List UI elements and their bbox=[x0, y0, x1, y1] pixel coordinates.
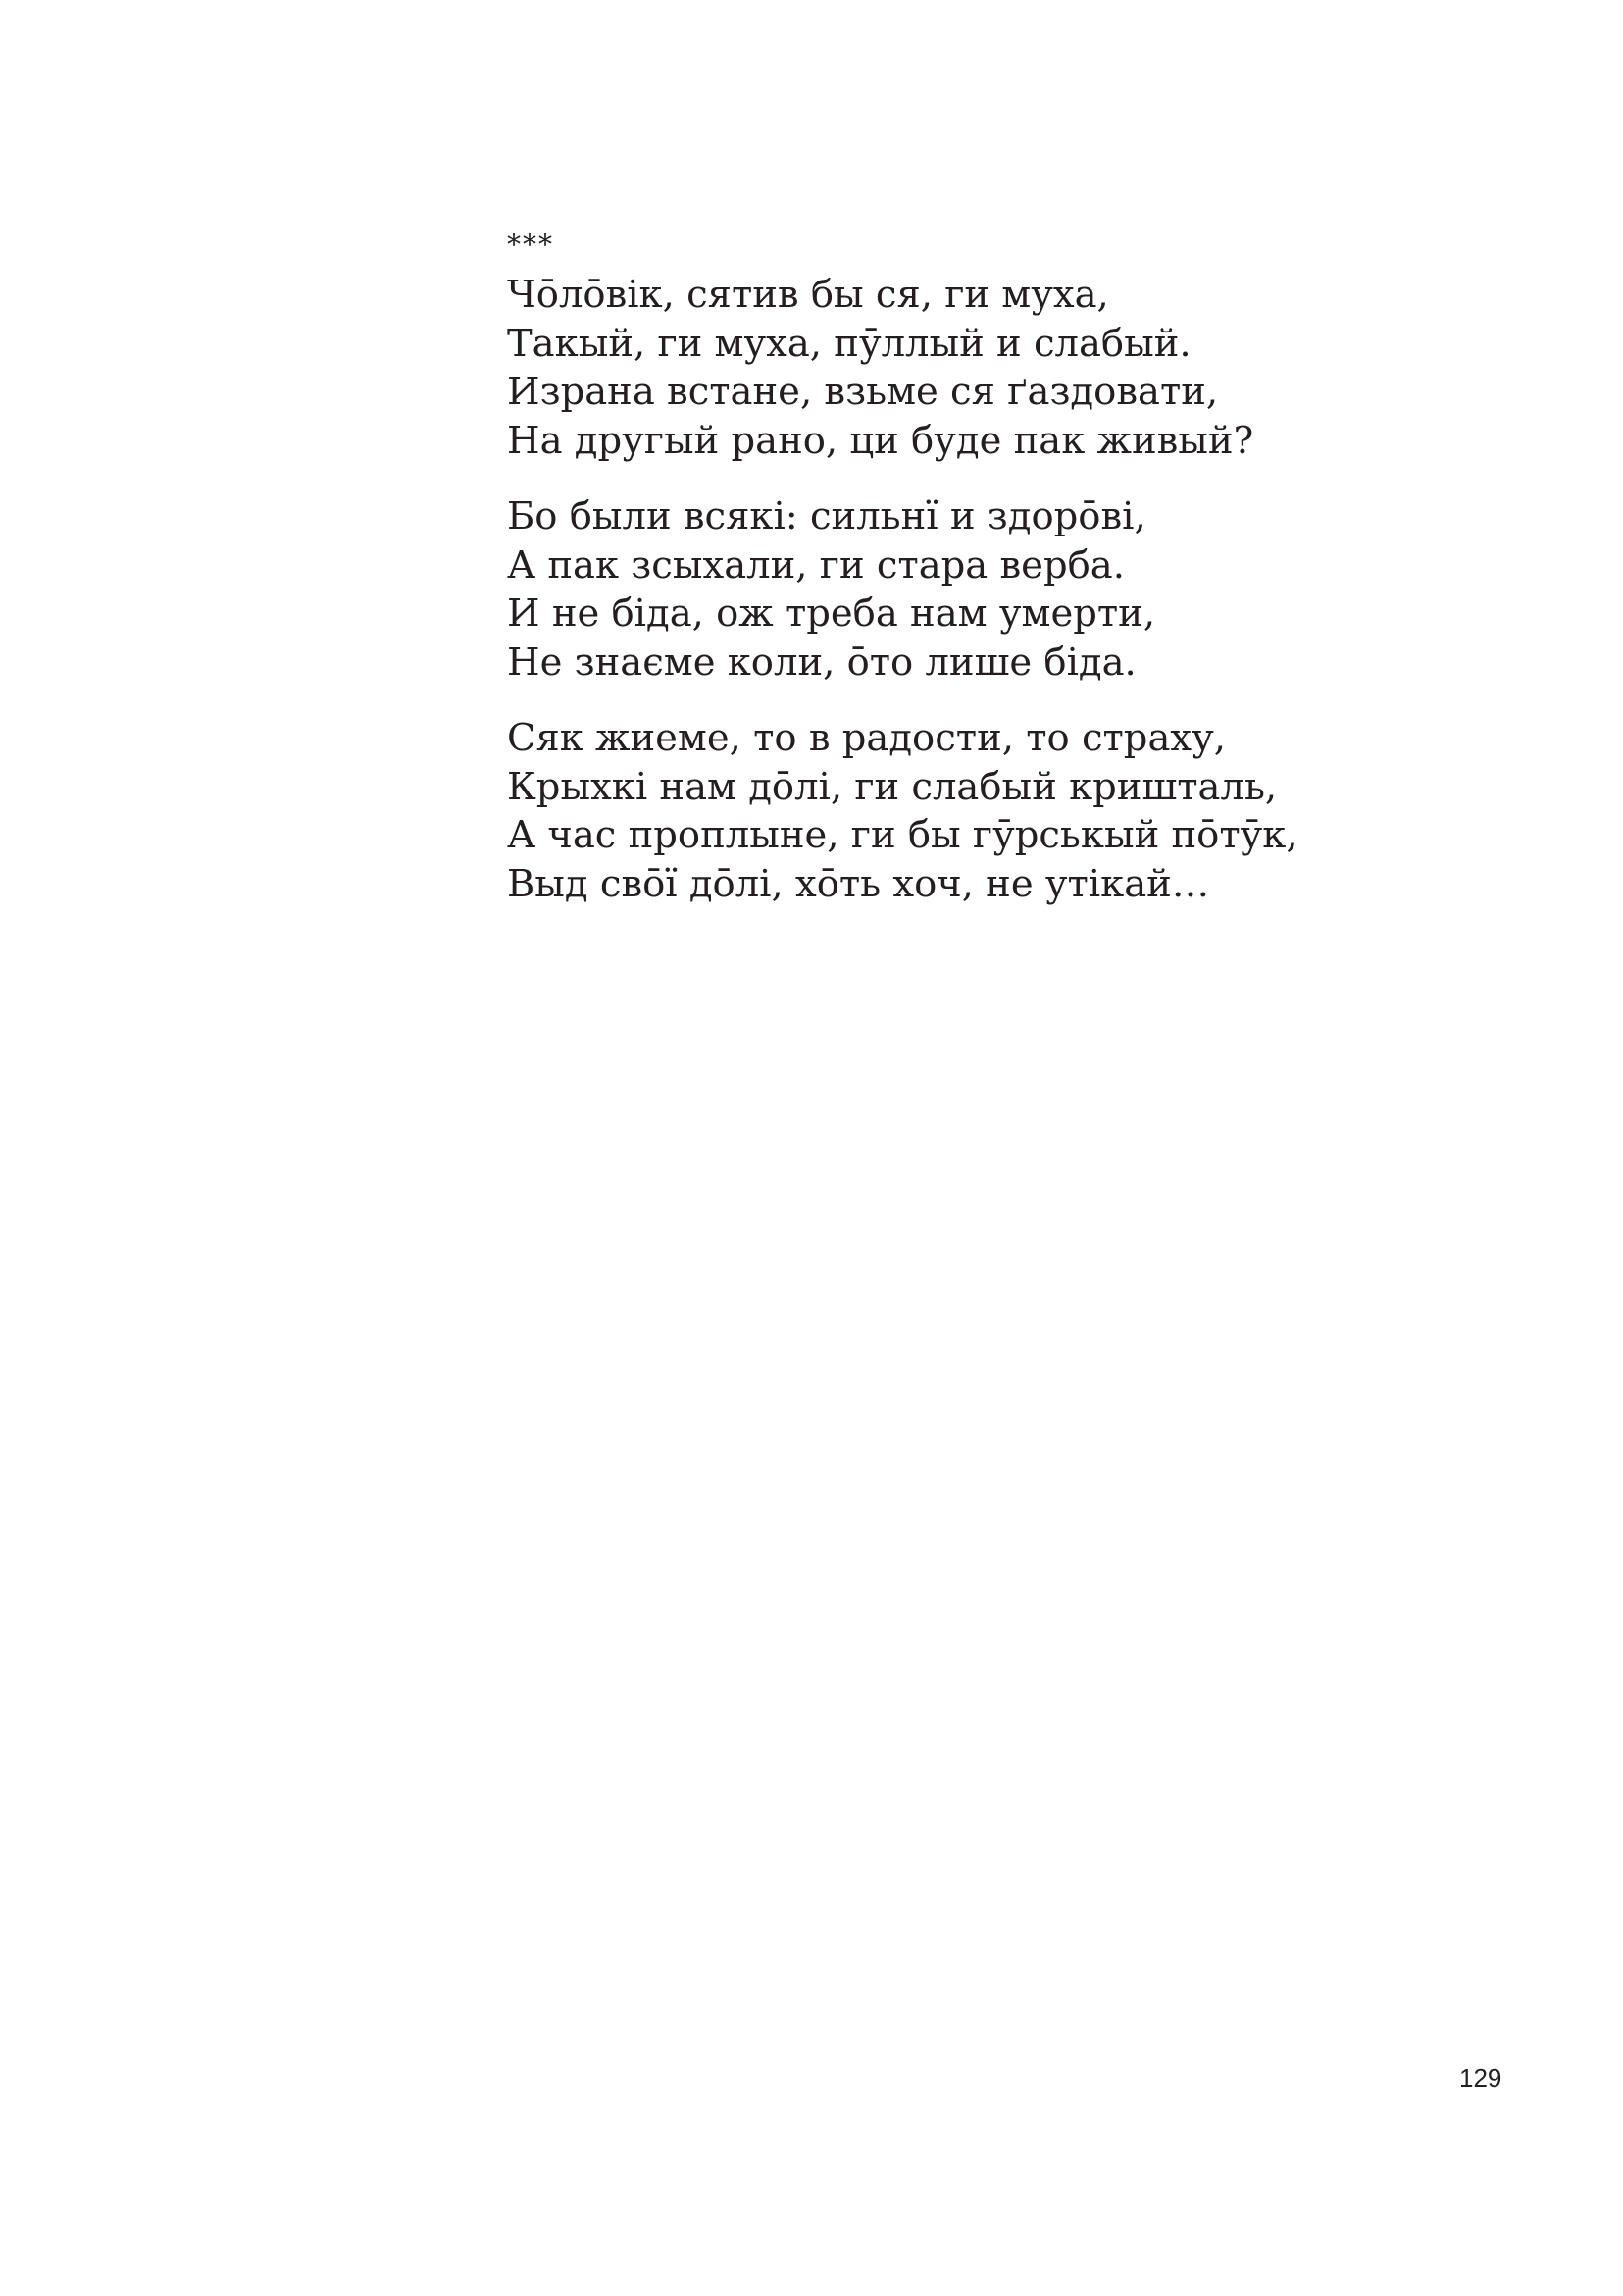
poem-line: А пак зсыхали, ги стара верба. bbox=[507, 542, 1125, 587]
stanza-2 bbox=[507, 492, 1488, 687]
poem-line: Крыхкі нам до̄лі, ги слабый кришталь, bbox=[507, 764, 1278, 809]
poem-line: И не біда, ож треба нам умерти, bbox=[507, 591, 1156, 636]
page-number: 129 bbox=[1459, 2064, 1502, 2093]
poem-line: Чо̄ло̄вік, сятив бы ся, ги муха, bbox=[507, 273, 1109, 317]
poem-line: Выд сво̄ї до̄лі, хо̄ть хоч, не утікай… bbox=[507, 861, 1210, 906]
section-separator: *** bbox=[507, 229, 554, 261]
stanza-3 bbox=[507, 714, 1488, 908]
poem-line: Израна встане, взьме ся ґаздовати, bbox=[507, 370, 1219, 414]
poem bbox=[507, 226, 1488, 936]
poem-line: Не знаєме коли, о̄то лише біда. bbox=[507, 639, 1137, 685]
poem-line: Бо были всякі: сильнї и здоро̄ві, bbox=[507, 494, 1146, 538]
poem-line: На другый рано, ци буде пак живый? bbox=[507, 418, 1254, 463]
poem-line: А час проплыне, ги бы гӯрськый по̄тӯк, bbox=[507, 813, 1298, 857]
stanza-1 bbox=[507, 271, 1488, 465]
poem-line: Такый, ги муха, пӯллый и слабый. bbox=[507, 321, 1192, 366]
poem-line: Сяк жиеме, то в радости, то страху, bbox=[507, 716, 1227, 760]
